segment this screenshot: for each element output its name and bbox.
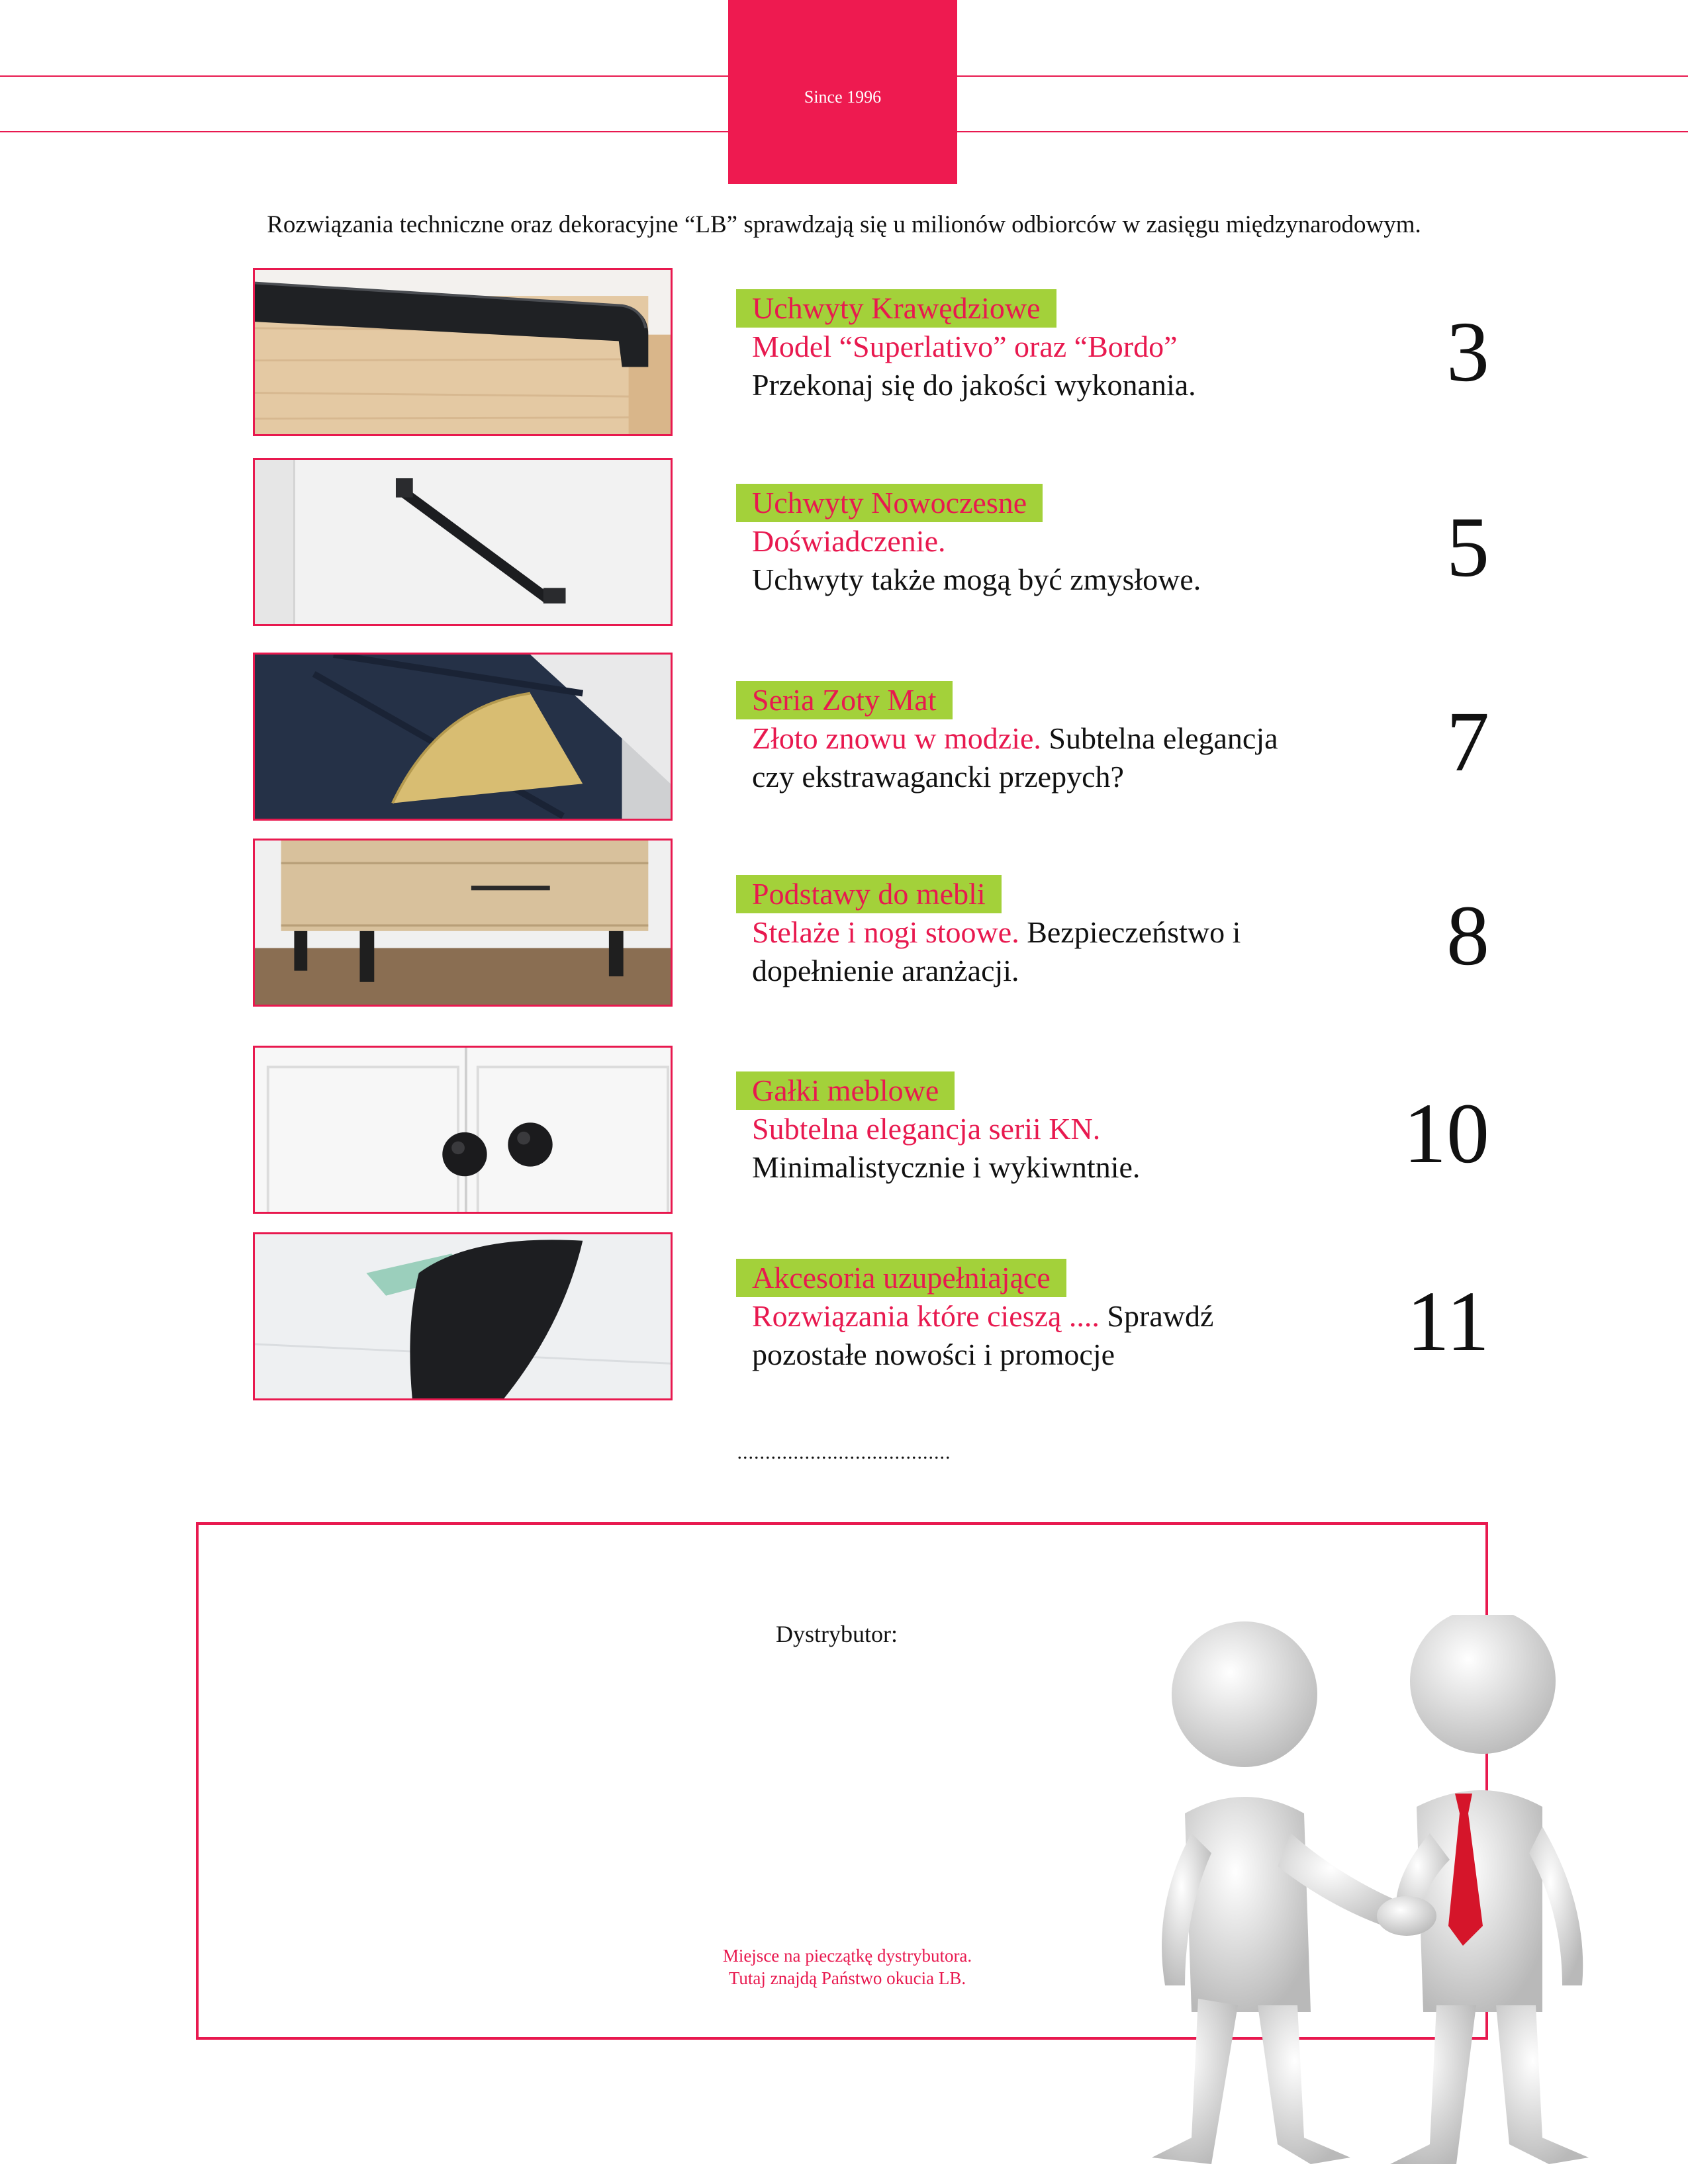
entry-headline: Subtelna elegancja serii KN. bbox=[752, 1112, 1101, 1146]
since-text: Since 1996 bbox=[804, 87, 882, 107]
thumbnail-knobs bbox=[253, 1046, 673, 1214]
entry-description: Uchwyty także mogą być zmysłowe. bbox=[752, 563, 1201, 596]
stamp-placeholder bbox=[662, 1944, 1033, 1989]
stamp-line-2: Tutaj znajdą Państwo okucia LB. bbox=[728, 1968, 966, 1988]
distributor-label: Dystrybutor: bbox=[776, 1621, 898, 1647]
thumbnail-furniture-legs bbox=[253, 839, 673, 1007]
page-number: 11 bbox=[1406, 1274, 1489, 1369]
category-label: Podstawy do mebli bbox=[736, 875, 1002, 913]
toc-entry-modern-handles[interactable] bbox=[752, 484, 1348, 599]
page-number: 10 bbox=[1403, 1086, 1489, 1181]
entry-description: Subtelna elegancja czy ekstrawagancki przepych? bbox=[752, 721, 1278, 794]
entry-headline: Model “Superlativo” oraz “Bordo” bbox=[752, 330, 1178, 363]
page-number: 5 bbox=[1446, 500, 1489, 595]
entry-description: Sprawdź pozostałe nowości i promocje bbox=[752, 1299, 1214, 1371]
knob-icon bbox=[255, 1048, 671, 1212]
page-number: 3 bbox=[1446, 304, 1489, 400]
glass-shelf-bracket-icon bbox=[255, 1234, 671, 1398]
bar-handle-icon bbox=[255, 460, 671, 624]
furniture-legs-icon bbox=[255, 841, 671, 1005]
entry-description: Minimalistycznie i wykiwntnie. bbox=[752, 1150, 1141, 1184]
stamp-line-1: Miejsce na pieczątkę dystrybutora. bbox=[722, 1946, 972, 1966]
intro-text: Rozwiązania techniczne oraz dekoracyjne “LB” sprawdzają się u milionów odbiorców w zasięgu międzynarodowym. bbox=[267, 211, 1421, 238]
thumbnail-gold-series bbox=[253, 653, 673, 821]
thumbnail-modern-handles bbox=[253, 458, 673, 626]
since-badge bbox=[728, 0, 957, 184]
entry-headline: Doświadczenie. bbox=[752, 524, 946, 558]
page-number: 8 bbox=[1446, 888, 1489, 983]
separator-dots: ...................................... bbox=[737, 1441, 951, 1463]
edge-handle-icon bbox=[255, 270, 671, 434]
thumbnail-accessories bbox=[253, 1232, 673, 1400]
entry-headline: Złoto znowu w modzie. bbox=[752, 721, 1041, 755]
toc-entry-gold-series[interactable] bbox=[752, 681, 1348, 796]
thumbnail-edge-handles bbox=[253, 268, 673, 436]
category-label: Gałki meblowe bbox=[736, 1071, 955, 1110]
category-label: Akcesoria uzupełniające bbox=[736, 1259, 1066, 1297]
category-label: Seria Zoty Mat bbox=[736, 681, 953, 719]
entry-description: Bezpieczeństwo i dopełnienie aranżacji. bbox=[752, 915, 1241, 987]
toc-entry-knobs[interactable] bbox=[752, 1071, 1348, 1187]
toc-entry-edge-handles[interactable] bbox=[752, 289, 1348, 404]
category-label: Uchwyty Krawędziowe bbox=[736, 289, 1056, 328]
handshake-figures-icon bbox=[1125, 1615, 1602, 2184]
toc-entry-accessories[interactable] bbox=[752, 1259, 1348, 1374]
category-label: Uchwyty Nowoczesne bbox=[736, 484, 1043, 522]
gold-half-moon-handle-icon bbox=[255, 655, 671, 819]
page-number: 7 bbox=[1446, 694, 1489, 790]
toc-entry-furniture-bases[interactable] bbox=[752, 875, 1348, 990]
entry-headline: Stelaże i nogi stoowe. bbox=[752, 915, 1019, 949]
entry-description: Przekonaj się do jakości wykonania. bbox=[752, 368, 1196, 402]
entry-headline: Rozwiązania które cieszą .... bbox=[752, 1299, 1100, 1333]
